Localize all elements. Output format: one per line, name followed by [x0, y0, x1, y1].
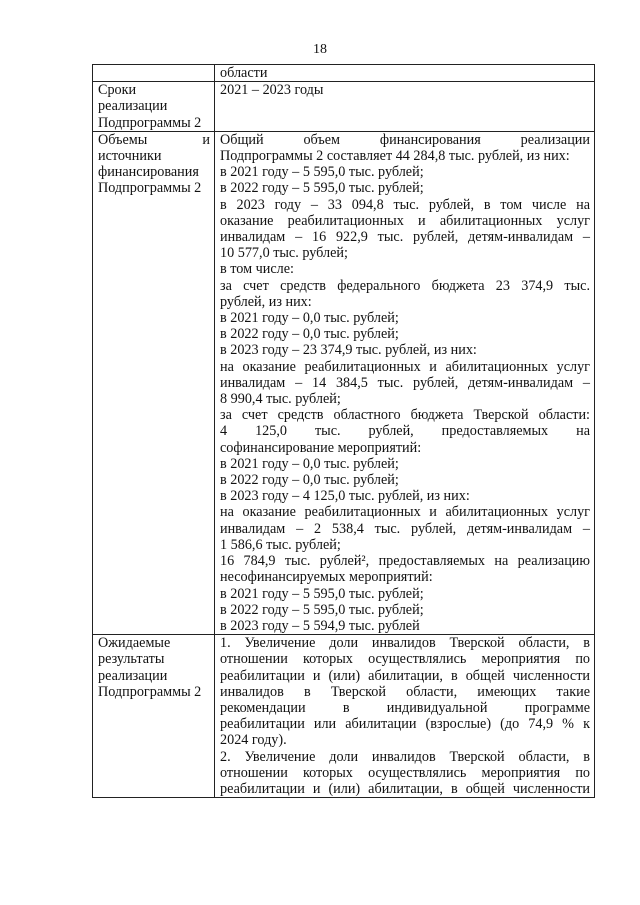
row-label-cell — [93, 65, 215, 82]
content-line: в 2022 году – 5 595,0 тыс. рублей; — [220, 601, 424, 618]
table-row — [93, 65, 595, 82]
table-row — [93, 82, 595, 132]
content-line: 10 577,0 тыс. рублей; — [220, 245, 348, 262]
content-line: отношении которых осуществлялись мероприятия по — [220, 764, 590, 781]
content-line: инвалидам – 16 922,9 тыс. рублей, детям-инвалидам – — [220, 229, 590, 246]
content-line: реабилитации или абилитации (взрослые) (до 74,9 % к — [220, 716, 590, 733]
row-label-line: Подпрограммы 2 — [98, 180, 202, 197]
row-label-line: источники — [98, 148, 162, 165]
row-label-line: Сроки — [98, 82, 137, 99]
row-label-line: реализации — [98, 98, 168, 115]
content-line: инвалидов в Тверской области, имеющих такие — [220, 683, 590, 700]
content-line: в 2023 году – 23 374,9 тыс. рублей, из них: — [220, 342, 477, 359]
content-line: на оказание реабилитационных и абилитационных услуг — [220, 358, 590, 375]
content-line: в 2022 году – 0,0 тыс. рублей; — [220, 326, 399, 343]
content-line: реабилитации и (или) абилитации, в общей численности — [220, 780, 590, 797]
table-row — [93, 131, 595, 634]
row-content-cell — [215, 65, 595, 82]
content-line: в 2021 году – 0,0 тыс. рублей; — [220, 455, 399, 472]
row-label-line: результаты — [98, 651, 165, 668]
row-content-cell — [215, 82, 595, 132]
content-line: 2021 – 2023 годы — [220, 82, 324, 99]
row-content-cell — [215, 635, 595, 798]
content-line: 2. Увеличение доли инвалидов Тверской области, в — [220, 748, 590, 765]
content-line: в 2022 году – 5 595,0 тыс. рублей; — [220, 180, 424, 197]
content-line: оказание реабилитационных и абилитационных услуг — [220, 212, 590, 229]
content-line: на оказание реабилитационных и абилитационных услуг — [220, 504, 590, 521]
row-label-line: Подпрограммы 2 — [98, 683, 202, 700]
row-label-cell — [93, 635, 215, 798]
content-line: отношении которых осуществлялись мероприятия по — [220, 651, 590, 668]
row-label-line: Объемы и — [98, 131, 210, 148]
passport-table — [92, 64, 595, 798]
content-line: 4 125,0 тыс. рублей, предоставляемых на — [220, 423, 590, 440]
page-number: 18 — [313, 42, 327, 57]
content-line: в 2021 году – 5 595,0 тыс. рублей; — [220, 164, 424, 181]
content-line: в том числе: — [220, 261, 294, 278]
content-line: несофинансируемых мероприятий: — [220, 569, 433, 586]
content-line: реабилитации и (или) абилитации, в общей численности — [220, 667, 590, 684]
content-line: 8 990,4 тыс. рублей; — [220, 391, 341, 408]
table-row — [93, 635, 595, 798]
content-line: в 2023 году – 4 125,0 тыс. рублей, из них: — [220, 488, 470, 505]
row-label-line: Подпрограммы 2 — [98, 114, 202, 131]
content-line: 1 586,6 тыс. рублей; — [220, 536, 341, 553]
content-line: области — [220, 65, 268, 81]
content-line: в 2023 году – 5 594,9 тыс. рублей — [220, 617, 420, 634]
content-line: рекомендации в индивидуальной программе — [220, 699, 590, 716]
content-line: рублей, из них: — [220, 293, 312, 310]
content-line: Общий объем финансирования реализации — [220, 131, 590, 148]
content-line: 1. Увеличение доли инвалидов Тверской области, в — [220, 635, 590, 652]
content-line: софинансирование мероприятий: — [220, 439, 422, 456]
row-label-cell — [93, 131, 215, 634]
row-label-cell — [93, 82, 215, 132]
row-label-line: реализации — [98, 667, 168, 684]
content-line: в 2022 году – 0,0 тыс. рублей; — [220, 472, 399, 489]
row-content-cell — [215, 131, 595, 634]
content-line: инвалидам – 14 384,5 тыс. рублей, детям-инвалидам – — [220, 374, 590, 391]
content-line: за счет средств федерального бюджета 23 374,9 тыс. — [220, 277, 590, 294]
content-line: в 2021 году – 0,0 тыс. рублей; — [220, 310, 399, 327]
row-label-line: финансирования — [98, 164, 199, 181]
content-line: 2024 году). — [220, 732, 287, 749]
content-line: в 2021 году – 5 595,0 тыс. рублей; — [220, 585, 424, 602]
content-line: в 2023 году – 33 094,8 тыс. рублей, в том числе на — [220, 196, 590, 213]
content-line: Подпрограммы 2 составляет 44 284,8 тыс. рублей, из них: — [220, 148, 570, 165]
content-line: инвалидам – 2 538,4 тыс. рублей, детям-инвалидам – — [220, 520, 590, 537]
content-line: за счет средств областного бюджета Тверской области: — [220, 407, 590, 424]
content-line: 16 784,9 тыс. рублей², предоставляемых на реализацию — [220, 553, 590, 570]
row-label-line: Ожидаемые — [98, 635, 171, 652]
